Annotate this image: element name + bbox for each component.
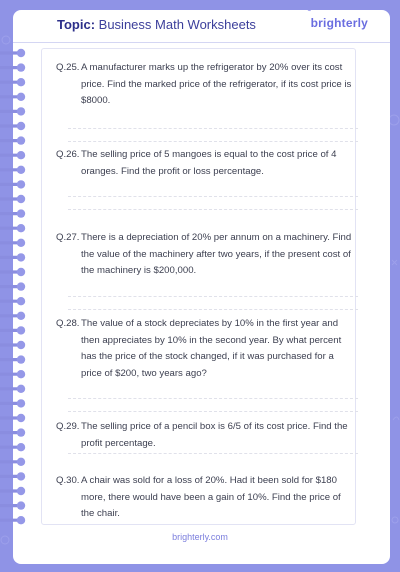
binding-ring	[0, 501, 25, 509]
logo-text: brighterly	[310, 16, 368, 30]
footer-site: brighterly.com	[172, 532, 228, 542]
binding-ring	[0, 487, 25, 495]
logo-mark: ~	[307, 9, 312, 15]
question-text: A chair was sold for a loss of 20%. Had it been sold for $180 more, there would have been a gain of 10%. Find the price of the chair.	[81, 475, 341, 519]
topic-label: Topic:	[57, 17, 96, 32]
binding-ring	[0, 49, 25, 57]
question-number: Q.28.	[56, 318, 80, 329]
binding-ring	[0, 195, 25, 203]
binding-ring	[0, 341, 25, 349]
spiral-binding	[0, 47, 34, 537]
binding-ring	[0, 355, 25, 363]
binding-ring	[0, 385, 25, 393]
question-text: The selling price of a pencil box is 6/5 of its cost price. Find the profit percentage.	[81, 421, 348, 449]
binding-ring	[0, 326, 25, 334]
binding-ring	[0, 472, 25, 480]
binding-ring	[0, 239, 25, 247]
answer-lines	[68, 284, 358, 310]
question-number: Q.29.	[56, 421, 80, 432]
binding-ring	[0, 151, 25, 159]
binding-ring	[0, 268, 25, 276]
worksheet-header	[13, 10, 390, 43]
question-25	[56, 60, 356, 110]
question-28	[56, 316, 356, 382]
binding-ring	[0, 224, 25, 232]
topic-title	[57, 17, 256, 32]
question-text: The value of a stock depreciates by 10% in the first year and then appreciates by 10% in the second year. By what percent has the price of the stock changed, if it was purchased for a price of $200, two years ago?	[81, 318, 342, 379]
question-text: There is a depreciation of 20% per annum on a machinery. Find the value of the machinery after two years, if the present cost of the machinery is $200,000.	[81, 232, 352, 276]
binding-ring	[0, 136, 25, 144]
binding-ring	[0, 122, 25, 130]
binding-ring	[0, 253, 25, 261]
question-number: Q.30.	[56, 475, 80, 486]
answer-lines	[68, 116, 358, 142]
binding-ring	[0, 414, 25, 422]
binding-ring	[0, 399, 25, 407]
binding-ring	[0, 312, 25, 320]
binding-ring	[0, 458, 25, 466]
binding-ring	[0, 63, 25, 71]
binding-ring	[0, 209, 25, 217]
answer-lines	[68, 386, 358, 412]
binding-ring	[0, 78, 25, 86]
binding-ring	[0, 180, 25, 188]
topic-text: Business Math Worksheets	[98, 17, 256, 32]
question-number: Q.25.	[56, 62, 80, 73]
question-text: The selling price of 5 mangoes is equal to the cost price of 4 oranges. Find the profit or loss percentage.	[81, 149, 337, 177]
binding-ring	[0, 282, 25, 290]
question-number: Q.26.	[56, 149, 80, 160]
binding-ring	[0, 107, 25, 115]
question-text: A manufacturer marks up the refrigerator by 20% over its cost price. Find the marked price of the refrigerator, if its cost price is $8000.	[81, 62, 352, 106]
binding-ring	[0, 370, 25, 378]
question-27	[56, 230, 356, 280]
binding-ring	[0, 443, 25, 451]
brighterly-logo	[307, 9, 368, 30]
answer-lines	[68, 184, 358, 210]
question-30	[56, 473, 356, 523]
binding-ring	[0, 428, 25, 436]
answer-lines	[68, 441, 358, 454]
binding-ring	[0, 516, 25, 524]
binding-ring	[0, 93, 25, 101]
question-26	[56, 147, 356, 180]
binding-ring	[0, 297, 25, 305]
binding-ring	[0, 166, 25, 174]
question-number: Q.27.	[56, 232, 80, 243]
